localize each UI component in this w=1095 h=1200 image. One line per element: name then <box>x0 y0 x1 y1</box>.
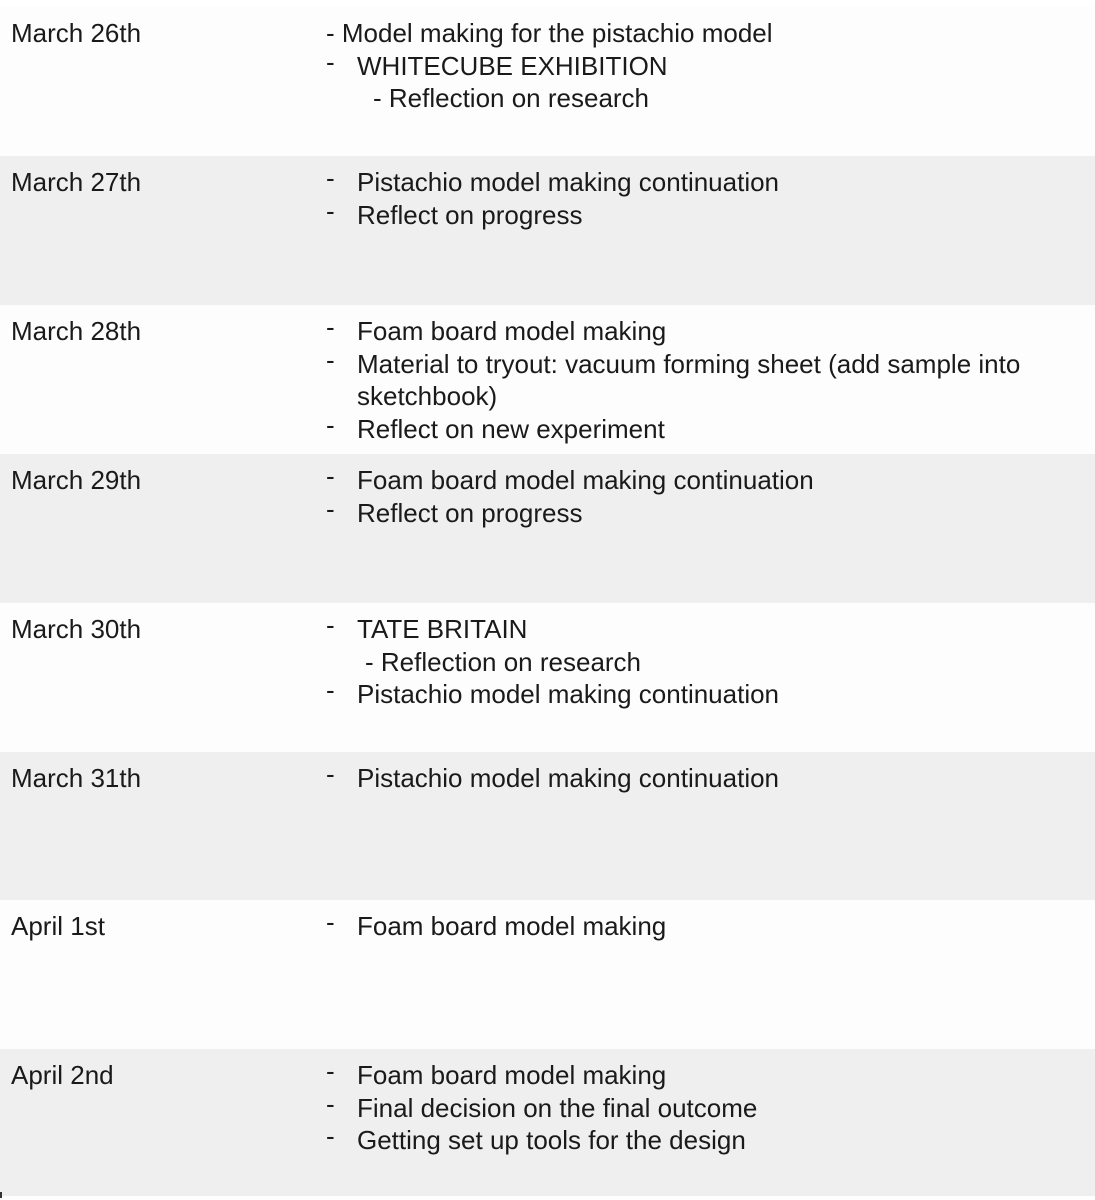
row-date: March 30th <box>11 614 142 644</box>
list-item <box>326 1088 1087 1125</box>
bullet-dash: - <box>326 759 335 789</box>
schedule-row <box>0 454 1095 603</box>
list-item-text: Pistachio model making continuation <box>357 763 780 793</box>
row-items <box>326 461 1087 529</box>
list-item <box>326 675 1087 711</box>
bullet-dash: - <box>326 610 335 640</box>
schedule-row <box>0 156 1095 305</box>
schedule-row <box>0 7 1095 156</box>
list-item-text: Foam board model making <box>357 911 667 941</box>
list-item-text: Pistachio model making continuation <box>357 679 780 709</box>
schedule-row <box>0 752 1095 901</box>
row-date: March 28th <box>11 316 142 346</box>
row-items <box>326 17 1087 115</box>
bullet-dash: - <box>326 461 335 491</box>
bullet-dash: - <box>326 46 335 77</box>
bullet-dash: - <box>326 675 335 705</box>
list-item-text: WHITECUBE EXHIBITION <box>357 50 668 81</box>
bullet-dash: - <box>326 163 335 193</box>
bullet-dash: - <box>326 409 335 440</box>
row-items <box>326 312 1087 445</box>
list-item <box>326 759 1087 795</box>
row-items <box>326 907 1087 943</box>
schedule-row <box>0 900 1095 1049</box>
list-item-text: Material to tryout: vacuum forming sheet (add sample into sketchbook) <box>357 348 1021 411</box>
list-item <box>326 344 1087 413</box>
row-date: April 1st <box>11 911 105 941</box>
list-item <box>326 195 1087 232</box>
bullet-dash: - <box>326 907 335 937</box>
row-date: March 27th <box>11 167 142 197</box>
row-items <box>326 759 1087 795</box>
sub-item: - Reflection on research <box>365 646 642 677</box>
list-item-text: TATE BRITAIN <box>357 614 528 644</box>
list-item <box>326 46 1087 83</box>
row-date: March 29th <box>11 465 142 495</box>
bullet-dash: - <box>326 312 335 342</box>
bullet-dash: - <box>326 1088 335 1119</box>
bullet-dash: - <box>326 195 335 226</box>
row-date: April 2nd <box>11 1060 114 1090</box>
schedule-row <box>0 1049 1095 1196</box>
list-item-text: Getting set up tools for the design <box>357 1125 746 1155</box>
bullet-dash: - <box>326 344 335 375</box>
row-date: March 31th <box>11 763 142 793</box>
list-item <box>326 1056 1087 1092</box>
bullet-dash: - <box>326 493 335 524</box>
list-item <box>326 312 1087 348</box>
row-items <box>326 163 1087 231</box>
list-item-text: Foam board model making <box>357 316 667 346</box>
list-item <box>326 1121 1087 1157</box>
list-item-text: Foam board model making <box>357 1060 667 1090</box>
list-item <box>326 610 1087 646</box>
row-date: March 26th <box>11 18 142 48</box>
list-item-text: Pistachio model making continuation <box>357 167 780 197</box>
row-items <box>326 1056 1087 1157</box>
list-item-text: Foam board model making continuation <box>357 465 814 495</box>
row-items <box>326 610 1087 711</box>
schedule-row <box>0 603 1095 752</box>
bullet-dash: - <box>326 1121 335 1151</box>
list-item <box>326 493 1087 530</box>
list-item <box>326 907 1087 943</box>
sub-item: - Reflection on research <box>373 83 650 113</box>
list-item <box>326 163 1087 199</box>
page-edge-mark <box>0 1192 2 1198</box>
list-item-text: Reflect on new experiment <box>357 413 665 444</box>
list-item-text: Final decision on the final outcome <box>357 1092 758 1123</box>
list-item-text: Reflect on progress <box>357 497 583 528</box>
list-item-text: Reflect on progress <box>357 199 583 230</box>
bullet-dash: - <box>326 1056 335 1086</box>
list-item <box>326 461 1087 497</box>
list-item: - Model making for the pistachio model <box>326 18 773 48</box>
schedule-row <box>0 305 1095 454</box>
list-item <box>326 409 1087 446</box>
